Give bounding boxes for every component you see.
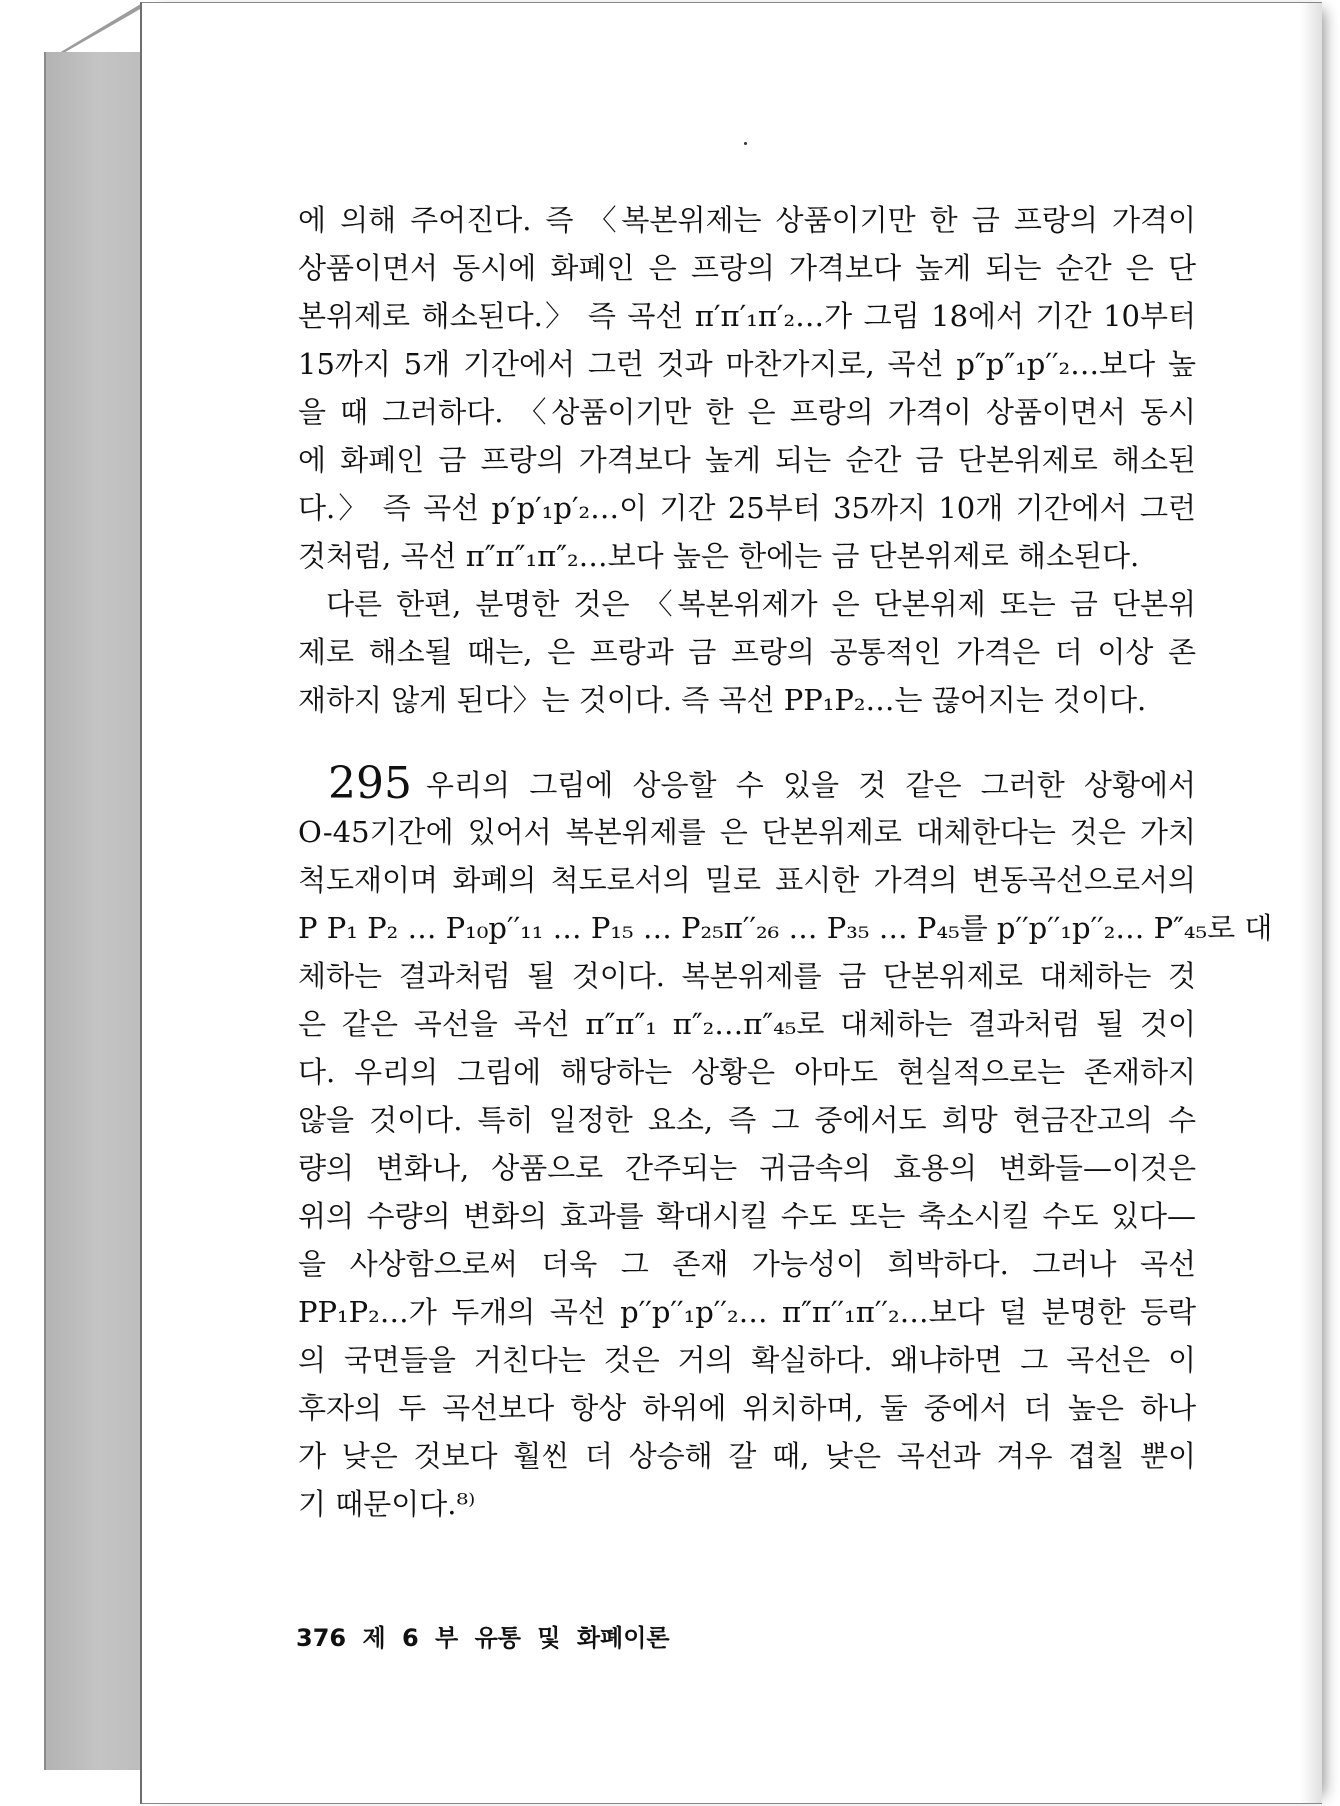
text-line: P P₁ P₂ … P₁₀p′′₁₁ … P₁₅ … P₂₅π′′₂₆ … P₃₅ … P₄₅를 p′′p′′₁p′′₂… P″₄₅로 대 xyxy=(298,911,1273,945)
page-footer: 376 제 6 부 유통 및 화폐이론 xyxy=(296,1624,670,1652)
text-line: 것처럼, 곡선 π″π″₁π″₂…보다 높은 한에는 금 단본위제로 해소된다. xyxy=(298,539,1140,573)
text-line: 우리의 그림에 상응할 수 있을 것 같은 그러한 상황에서 xyxy=(425,768,1196,802)
page-body xyxy=(298,196,1273,1528)
text-line: 제로 해소될 때는, 은 프랑과 금 프랑의 공통적인 가격은 더 이상 존 xyxy=(298,635,1196,669)
page-speck xyxy=(744,142,747,145)
text-line: 가 낮은 것보다 훨씬 더 상승해 갈 때, 낮은 곡선과 겨우 겹칠 뿐이 xyxy=(298,1439,1196,1473)
text-line: 다. 우리의 그림에 해당하는 상황은 아마도 현실적으로는 존재하지 xyxy=(298,1055,1196,1089)
text-line: PP₁P₂…가 두개의 곡선 p′′p′′₁p′′₂… π″π′′₁π′′₂…보다 덜 분명한 등락 xyxy=(298,1295,1196,1329)
text-line: 에 화폐인 금 프랑의 가격보다 높게 되는 순간 금 단본위제로 해소된 xyxy=(298,443,1196,477)
paragraph-2 xyxy=(298,580,1196,628)
text-line: 의 국면들을 거친다는 것은 거의 확실하다. 왜냐하면 그 곡선은 이 xyxy=(298,1343,1196,1377)
text-line: 후자의 두 곡선보다 항상 하위에 위치하며, 둘 중에서 더 높은 하나 xyxy=(298,1391,1196,1425)
text-line: 상품이면서 동시에 화폐인 은 프랑의 가격보다 높게 되는 순간 은 단 xyxy=(298,251,1196,285)
text-line: 기 때문이다.⁸⁾ xyxy=(298,1487,476,1521)
section-first-line xyxy=(298,760,1196,808)
text-line: 체하는 결과처럼 될 것이다. 복본위제를 금 단본위제로 대체하는 것 xyxy=(298,959,1196,993)
section-295 xyxy=(298,758,1273,1528)
text-line: 재하지 않게 된다〉는 것이다. 즉 곡선 PP₁P₂…는 끊어지는 것이다. xyxy=(298,683,1147,717)
text-line: 은 같은 곡선을 곡선 π″π″₁ π″₂…π″₄₅로 대체하는 결과처럼 될 것이 xyxy=(298,1007,1196,1041)
text-line: 을 사상함으로써 더욱 그 존재 가능성이 희박하다. 그러나 곡선 xyxy=(298,1247,1196,1281)
book-spine xyxy=(44,52,142,1770)
text-line: 에 의해 주어진다. 즉 〈복본위제는 상품이기만 한 금 프랑의 가격이 xyxy=(298,203,1196,237)
text-line: 량의 변화나, 상품으로 간주되는 귀금속의 효용의 변화들—이것은 xyxy=(298,1151,1196,1185)
text-line: 본위제로 해소된다.〉 즉 곡선 π′π′₁π′₂…가 그림 18에서 기간 10부터 xyxy=(298,299,1196,333)
paragraph-1 xyxy=(298,196,1196,580)
text-line: 15까지 5개 기간에서 그런 것과 마찬가지로, 곡선 p″p″₁p′′₂…보다 높 xyxy=(298,347,1196,381)
text-line: 않을 것이다. 특히 일정한 요소, 즉 그 중에서도 희망 현금잔고의 수 xyxy=(298,1103,1196,1137)
page-edge-shadow xyxy=(1300,3,1322,1803)
text-line: 다.〉 즉 곡선 p′p′₁p′₂…이 기간 25부터 35까지 10개 기간에서 그런 xyxy=(298,491,1196,525)
text-line: 다른 한편, 분명한 것은 〈복본위제가 은 단본위제 또는 금 단본위 xyxy=(326,587,1196,621)
text-line: O-45기간에 있어서 복본위제를 은 단본위제로 대체한다는 것은 가치 xyxy=(298,815,1196,849)
text-line: 위의 수량의 변화의 효과를 확대시킬 수도 또는 축소시킬 수도 있다— xyxy=(298,1199,1196,1233)
text-line: 척도재이며 화폐의 척도로서의 밀로 표시한 가격의 변동곡선으로서의 xyxy=(298,863,1196,897)
text-line: 을 때 그러하다. 〈상품이기만 한 은 프랑의 가격이 상품이면서 동시 xyxy=(298,395,1196,429)
section-number: 295 xyxy=(328,758,412,809)
paragraph-2-cont xyxy=(298,628,1196,724)
